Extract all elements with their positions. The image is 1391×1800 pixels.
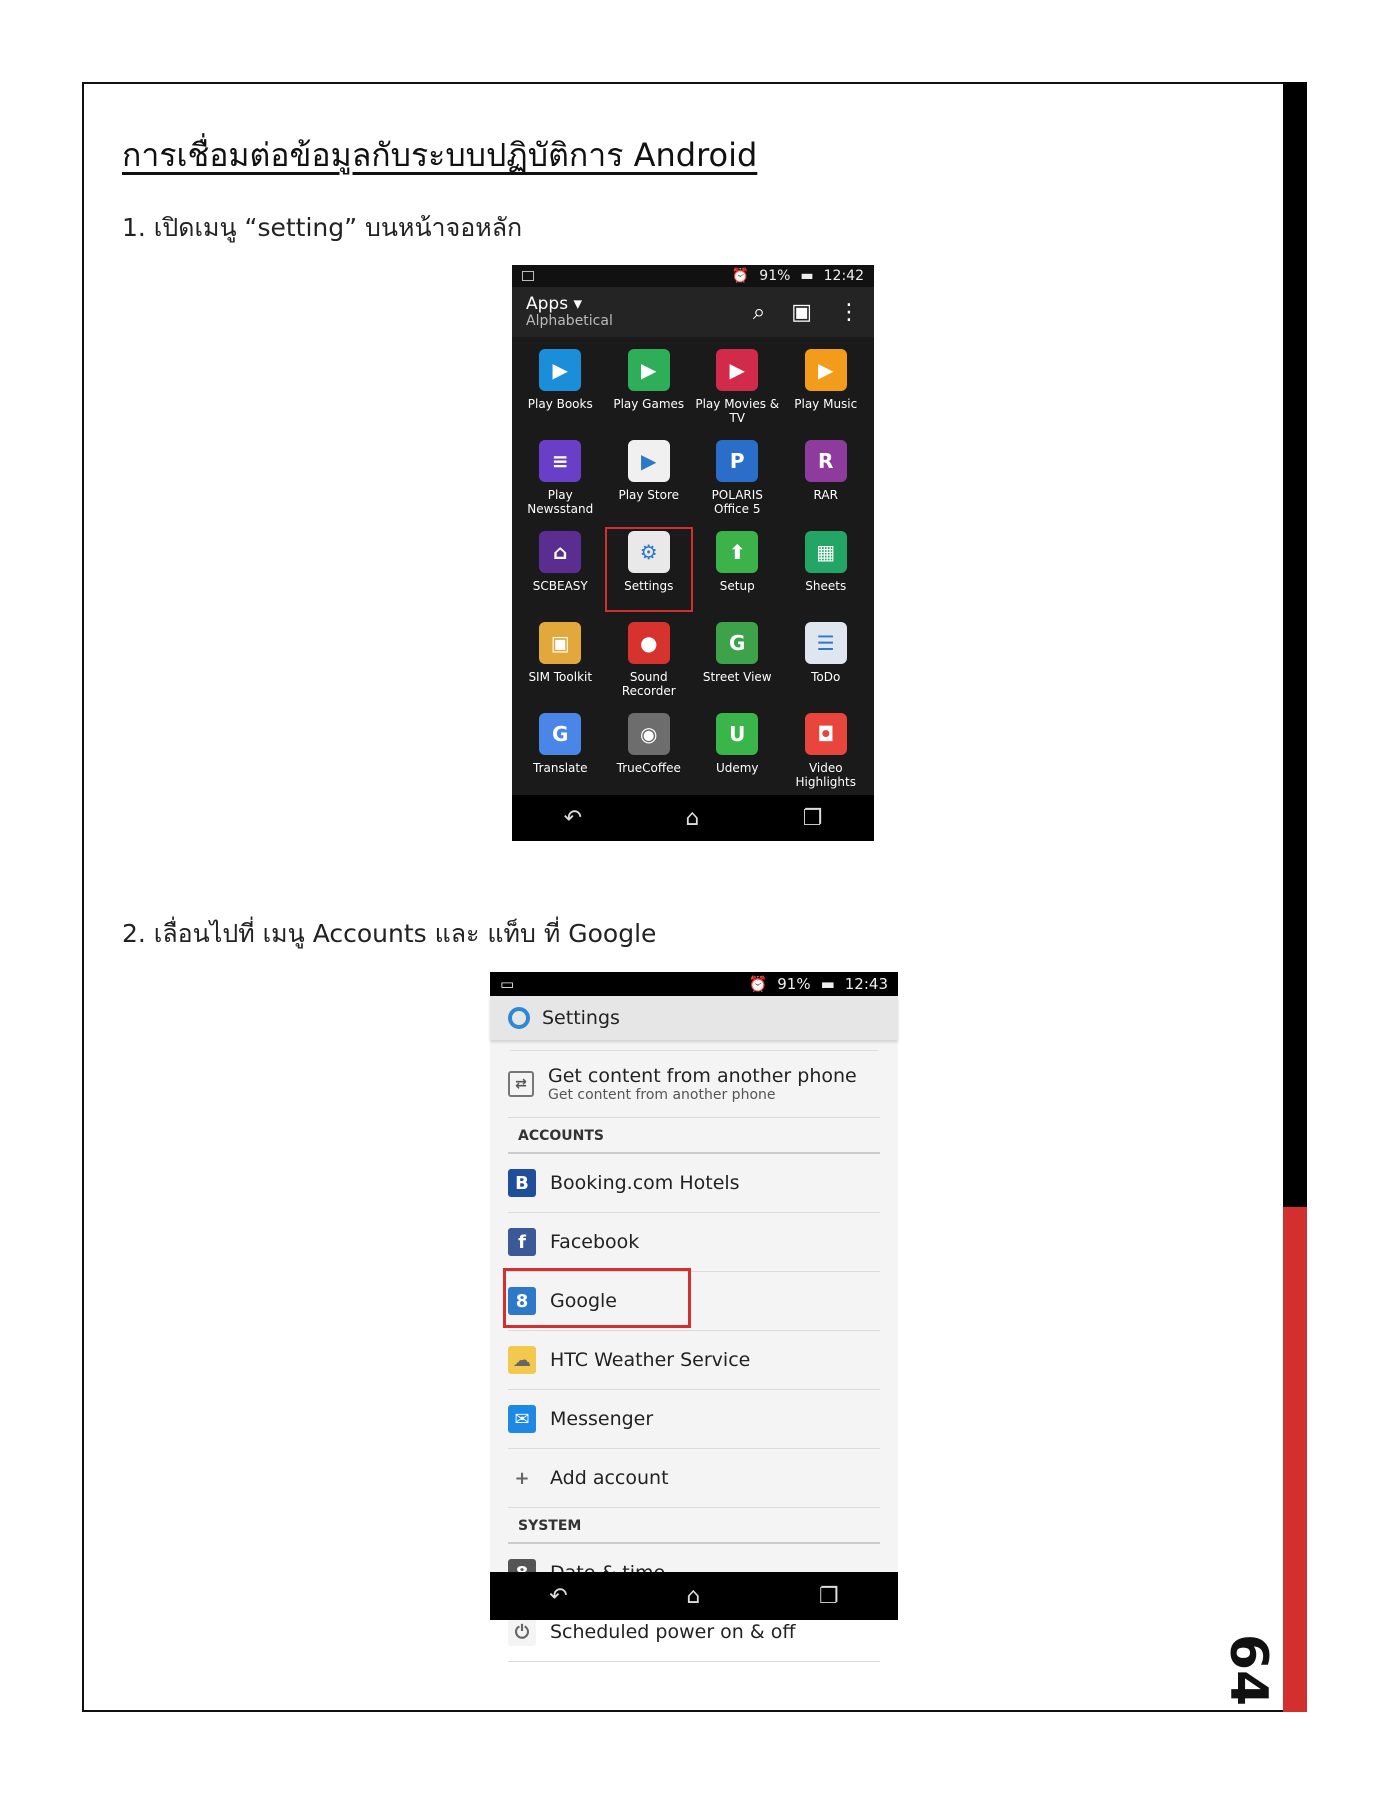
app-todo[interactable] [782,618,871,703]
app-label: ToDo [811,670,841,684]
page-title: การเชื่อมต่อข้อมูลกับระบบปฏิบัติการ Android [122,136,758,174]
app-icon: ◘ [805,713,847,755]
side-bar-red [1283,1207,1307,1712]
app-icon: U [716,713,758,755]
app-sim-toolkit[interactable] [516,618,605,703]
apps-sort-label: Alphabetical [526,313,613,329]
battery-percent: 91% [777,975,811,993]
more-vert-icon[interactable]: ⋮ [838,299,860,325]
app-icon: ▶ [716,349,758,391]
app-polaris-office-5[interactable] [693,436,782,521]
htc-weather-service-icon: ☁ [508,1346,536,1374]
settings-row-label: Google [550,1290,618,1312]
add-account-icon: + [508,1464,536,1492]
step-1-text: 1. เปิดเมนู “setting” บนหน้าจอหลัก [122,213,523,242]
transfer-content-row[interactable] [508,1051,880,1118]
app-icon: ⚙ [628,531,670,573]
battery-icon: ▬ [820,975,835,993]
settings-row-label: Add account [550,1467,669,1489]
app-icon: ▶ [805,349,847,391]
app-icon: ▦ [805,531,847,573]
booking-com-hotels-icon: B [508,1169,536,1197]
app-icon: ▶ [628,349,670,391]
app-icon: R [805,440,847,482]
app-rar[interactable] [782,436,871,521]
app-play-movies-tv[interactable] [693,345,782,430]
app-play-music[interactable] [782,345,871,430]
accounts-list [490,1154,898,1508]
app-label: SCBEASY [532,579,588,593]
app-icon: ◉ [628,713,670,755]
app-label: Play Music [794,397,858,411]
back-icon[interactable]: ↶ [563,805,583,831]
apps-sort-menu[interactable] [526,295,613,329]
app-icon: ⌂ [539,531,581,573]
app-icon: ▶ [539,349,581,391]
app-settings[interactable] [605,527,694,612]
settings-gear-icon [508,1007,530,1029]
app-label: TrueCoffee [616,761,681,775]
section-system: SYSTEM [518,1518,582,1534]
app-sheets[interactable] [782,527,871,612]
app-icon: ☰ [805,622,847,664]
app-street-view[interactable] [693,618,782,703]
search-icon[interactable]: ⌕ [752,299,766,325]
transfer-subtitle: Get content from another phone [548,1087,776,1103]
app-play-books[interactable] [516,345,605,430]
settings-row-booking-com-hotels[interactable] [508,1154,880,1213]
app-label: Sheets [805,579,847,593]
app-icon: G [716,622,758,664]
app-label: Street View [702,670,772,684]
recents-icon[interactable]: ❐ [818,1583,839,1609]
app-udemy[interactable] [693,709,782,794]
transfer-icon: ⇄ [508,1071,534,1097]
app-icon: ▶ [628,440,670,482]
app-icon: ● [628,622,670,664]
settings-row-facebook[interactable] [508,1213,880,1272]
notification-icon: ▭ [500,975,515,993]
recents-icon[interactable]: ❐ [802,805,823,831]
app-label: Play Movies & TV [695,397,780,425]
notification-icon [522,271,534,281]
settings-row-label: HTC Weather Service [550,1349,751,1371]
app-video-highlights[interactable] [782,709,871,794]
apps-drawer-screenshot [512,265,874,841]
clock: 12:42 [823,268,864,284]
app-play-newsstand[interactable] [516,436,605,521]
app-label: Video Highlights [795,761,856,789]
app-grid [512,337,874,794]
alarm-icon: ⏰ [731,268,750,284]
transfer-title: Get content from another phone [548,1065,857,1087]
store-bag-icon[interactable]: ▣ [791,299,812,325]
step-2-text: 2. เลื่อนไปที่ เมนู Accounts และ แท็บ ที่ Google [122,919,657,948]
app-sound-recorder[interactable] [605,618,694,703]
app-label: POLARIS Office 5 [711,488,763,516]
settings-row-google[interactable] [508,1272,880,1331]
app-label: Translate [533,761,588,775]
facebook-icon: f [508,1228,536,1256]
app-play-games[interactable] [605,345,694,430]
app-label: Udemy [715,761,759,775]
app-icon: ≡ [539,440,581,482]
app-translate[interactable] [516,709,605,794]
app-icon: ▣ [539,622,581,664]
app-setup[interactable] [693,527,782,612]
alarm-icon: ⏰ [748,975,768,993]
battery-icon: ▬ [800,268,814,284]
settings-row-htc-weather-service[interactable] [508,1331,880,1390]
scheduled-power-on-off-icon: ⏻ [508,1618,536,1646]
app-label: Play Store [618,488,680,502]
nav-bar [490,1572,898,1620]
home-icon[interactable]: ⌂ [685,805,700,831]
app-scbeasy[interactable] [516,527,605,612]
app-icon: P [716,440,758,482]
app-icon: ⬆ [716,531,758,573]
settings-row-label: Scheduled power on & off [550,1621,796,1643]
settings-row-label: Facebook [550,1231,640,1253]
settings-row-messenger[interactable] [508,1390,880,1449]
highlight-box [503,1268,691,1328]
settings-title: Settings [542,1007,620,1029]
app-label: Settings [624,579,674,593]
app-icon: G [539,713,581,755]
settings-row-label: Messenger [550,1408,654,1430]
settings-screenshot [490,972,898,1643]
google-icon: 8 [508,1287,536,1315]
battery-percent: 91% [759,268,791,284]
page-number: 64 [1218,1633,1278,1707]
app-label: Sound Recorder [621,670,676,698]
status-bar [490,972,898,996]
app-label: Play Books [527,397,593,411]
clock: 12:43 [844,975,888,993]
status-bar [512,265,874,287]
settings-header [490,996,898,1040]
clipped-row [510,1040,878,1051]
back-icon[interactable]: ↶ [549,1583,568,1609]
settings-row-add-account[interactable] [508,1449,880,1508]
app-label: Play Newsstand [527,488,594,516]
messenger-icon: ✉ [508,1405,536,1433]
nav-bar [512,795,874,841]
side-bar-black [1283,82,1307,1207]
apps-header [512,287,874,337]
app-label: Play Games [613,397,685,411]
app-truecoffee[interactable] [605,709,694,794]
home-icon[interactable]: ⌂ [686,1583,701,1609]
app-label: RAR [813,488,838,502]
settings-row-label: Booking.com Hotels [550,1172,740,1194]
section-accounts: ACCOUNTS [518,1128,605,1144]
apps-title: Apps ▾ [526,294,583,314]
app-label: Setup [719,579,755,593]
app-label: SIM Toolkit [528,670,593,684]
app-play-store[interactable] [605,436,694,521]
